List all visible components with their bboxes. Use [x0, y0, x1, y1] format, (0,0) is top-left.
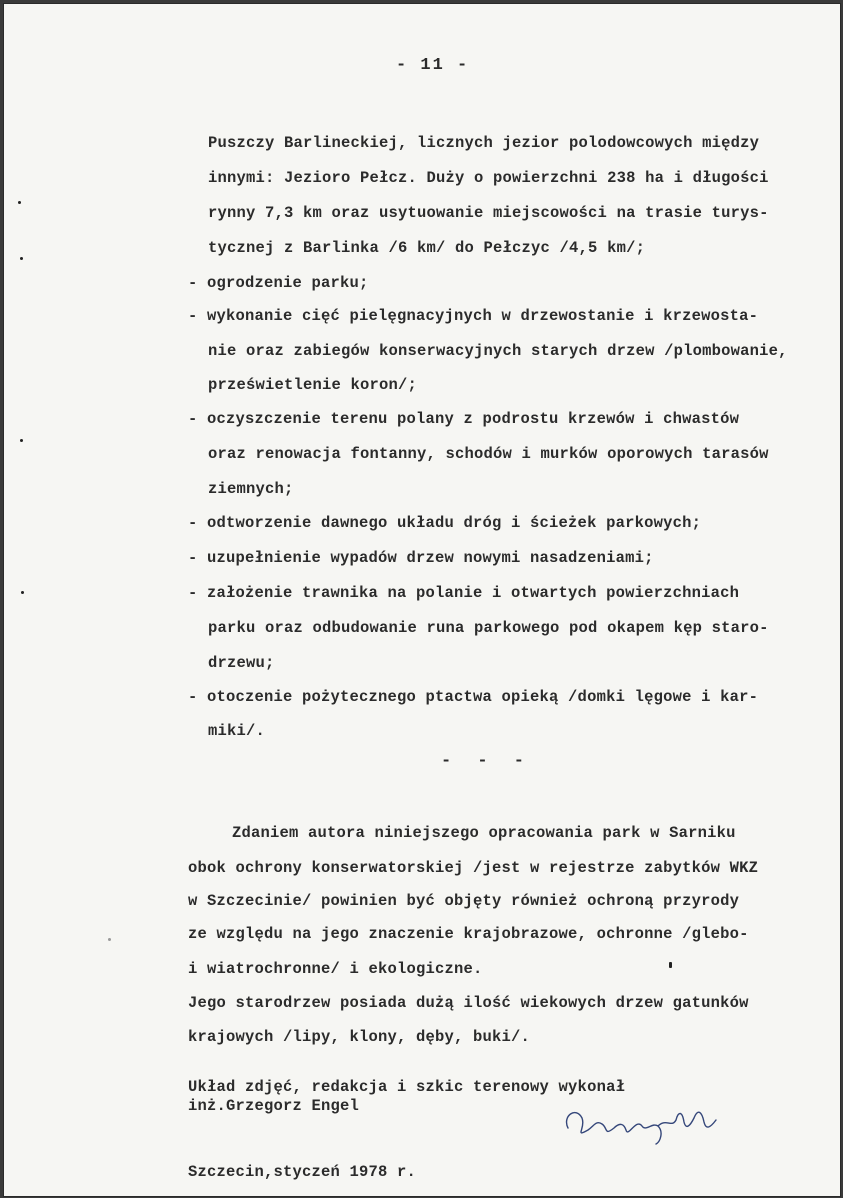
text-line: Puszczy Barlineckiej, licznych jezior polodowcowych między	[208, 134, 760, 152]
text-line: rynny 7,3 km oraz usytuowanie miejscowości na trasie turys-	[208, 204, 769, 222]
document-page	[3, 3, 841, 1197]
margin-speck	[21, 591, 24, 594]
list-item: - założenie trawnika na polanie i otwartych powierzchniach	[188, 584, 740, 602]
credits-line: Układ zdjęć, redakcja i szkic terenowy wykonał	[188, 1078, 626, 1096]
text-line: tycznej z Barlinka /6 km/ do Pełczyc /4,5 km/;	[208, 239, 646, 257]
text-line: innymi: Jezioro Pełcz. Duży o powierzchni 238 ha i długości	[208, 169, 769, 187]
text-line: Zdaniem autora niniejszego opracowania park w Sarniku	[232, 824, 736, 842]
list-item: - oczyszczenie terenu polany z podrostu krzewów i chwastów	[188, 410, 740, 428]
text-line: parku oraz odbudowanie runa parkowego pod okapem kęp staro-	[208, 619, 769, 637]
text-line: Jego starodrzew posiada dużą ilość wiekowych drzew gatunków	[188, 994, 749, 1012]
text-line: oraz renowacja fontanny, schodów i murków oporowych tarasów	[208, 445, 769, 463]
text-line: krajowych /lipy, klony, dęby, buki/.	[188, 1028, 531, 1046]
list-item: - uzupełnienie wypadów drzew nowymi nasadzeniami;	[188, 549, 654, 567]
list-item: - otoczenie pożytecznego ptactwa opieką /domki lęgowe i kar-	[188, 688, 759, 706]
list-item: - wykonanie cięć pielęgnacyjnych w drzewostanie i krzewosta-	[188, 307, 759, 325]
list-item: - odtworzenie dawnego układu dróg i ścieżek parkowych;	[188, 514, 702, 532]
text-line: obok ochrony konserwatorskiej /jest w rejestrze zabytków WKZ	[188, 859, 759, 877]
author-name: inż.Grzegorz Engel	[188, 1097, 360, 1115]
margin-speck	[18, 201, 21, 204]
signature-image	[560, 1098, 730, 1146]
place-date: Szczecin,styczeń 1978 r.	[188, 1163, 417, 1181]
text-line: drzewu;	[208, 654, 275, 672]
list-item: - ogrodzenie parku;	[188, 274, 369, 292]
text-line: i wiatrochronne/ i ekologiczne.	[188, 960, 483, 978]
text-line: nie oraz zabiegów konserwacyjnych starych drzew /plombowanie,	[208, 342, 788, 360]
page-number: - 11 -	[396, 56, 470, 75]
text-line: ziemnych;	[208, 480, 294, 498]
text-line: prześwietlenie koron/;	[208, 376, 418, 394]
text-line: miki/.	[208, 722, 266, 740]
text-line: w Szczecinie/ powinien być objęty również ochroną przyrody	[188, 892, 740, 910]
margin-speck	[108, 938, 111, 941]
text-line: ze względu na jego znaczenie krajobrazowe, ochronne /glebo-	[188, 925, 749, 943]
margin-speck	[20, 257, 23, 260]
margin-speck	[669, 962, 672, 968]
section-separator: - - -	[441, 752, 533, 771]
margin-speck	[20, 439, 23, 442]
